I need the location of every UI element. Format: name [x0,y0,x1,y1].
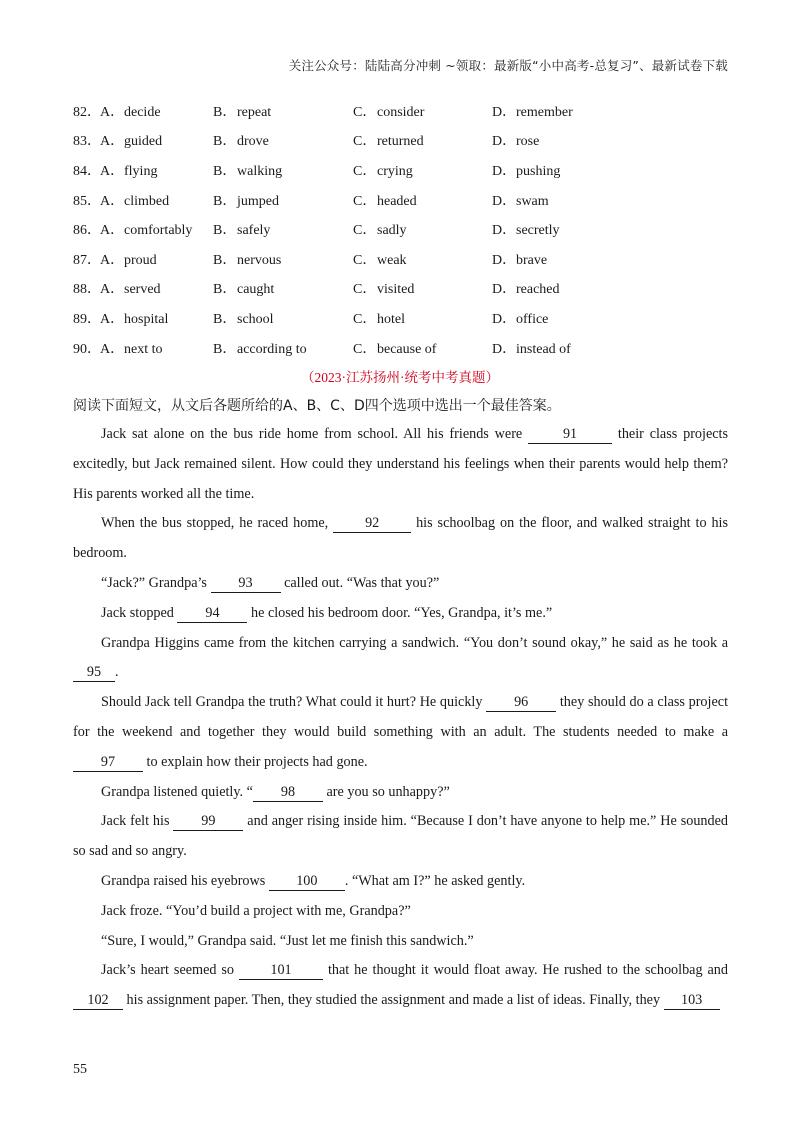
option-d [492,308,652,328]
option-letter: A． [100,104,125,120]
option-text: consider [377,104,425,120]
paragraph: Jack sat alone on the bus ride home from school. All his friends were 91 their class projects excitedly, but Jack remained silent. How could they understand his feelings when their parents would help them? His parents worked all the time. [73,426,729,502]
option-text: next to [124,341,163,357]
option-letter: A． [100,193,125,209]
question-options-row [73,126,733,156]
option-d [492,130,652,150]
option-letter: C． [353,311,377,327]
question-options-row [73,96,733,126]
paragraph: Should Jack tell Grandpa the truth? What could it hurt? He quickly 96 they should do a class project for the weekend and together they would build something with an adult. The students needed to make a 97 to explain how their projects had gone. [73,694,729,770]
question-number: 87． [73,252,101,268]
option-letter: A． [100,252,125,268]
blank-96: 96 [486,694,556,712]
option-a [100,160,213,180]
option-text: hotel [377,311,405,327]
reading-passage [73,420,728,1016]
option-letter: A． [100,282,125,298]
option-letter: C． [353,193,377,209]
question-number: 85． [73,193,101,209]
option-text: sadly [377,223,407,239]
option-letter: A． [100,223,125,239]
question-options-row [73,155,733,185]
option-text: repeat [237,104,272,120]
options-list [73,96,733,362]
option-letter: D． [492,134,517,150]
blank-95: 95 [73,664,115,682]
option-letter: D． [492,311,517,327]
option-b [213,190,353,210]
option-text: drove [237,134,269,150]
option-text: school [237,311,274,327]
question-options-row [73,333,733,363]
instruction-text: 阅读下面短文，从文后各题所给的A、B、C、D四个选项中选出一个最佳答案。 [73,398,561,414]
option-letter: C． [353,104,377,120]
option-letter: D． [492,163,517,179]
blank-99: 99 [173,813,243,831]
paragraph: “Jack?” Grandpa’s 93 called out. “Was that you?” [101,574,440,591]
option-letter: D． [492,193,517,209]
option-a [100,308,213,328]
option-a [100,219,213,239]
question-options-row [73,303,733,333]
option-text: climbed [124,193,170,209]
option-text: rose [516,134,540,150]
paragraph: Jack’s heart seemed so 101 that he thought it would float away. He rushed to the schoolbag and 102 his assignment paper. Then, they studied the assignment and made a list of ideas. Finally, they 103 [73,956,728,1016]
paragraph: Grandpa raised his eyebrows 100 . “What am I?” he asked gently. [101,872,526,889]
option-letter: C． [353,223,377,239]
question-options-row [73,214,733,244]
option-letter: C． [353,252,377,268]
option-letter: D． [492,252,517,268]
option-b [213,249,353,269]
blank-98: 98 [253,784,323,802]
option-a [100,249,213,269]
option-c [353,190,492,210]
option-d [492,338,652,358]
paragraph: Jack stopped 94 he closed his bedroom door. “Yes, Grandpa, it’s me.” [101,604,553,621]
paragraph: When the bus stopped, he raced home, 92 his schoolbag on the floor, and walked straight to his bedroom. [73,515,729,562]
option-c [353,308,492,328]
option-letter: D． [492,104,517,120]
option-text: because of [377,341,437,357]
option-text: secretly [516,223,560,239]
option-text: jumped [237,193,279,209]
option-text: instead of [516,341,571,357]
option-a [100,130,213,150]
option-text: weak [377,252,407,268]
option-text: caught [237,282,275,298]
option-text: swam [516,193,549,209]
option-letter: B． [213,104,237,120]
option-letter: B． [213,163,237,179]
option-d [492,249,652,269]
blank-92: 92 [333,515,411,533]
option-letter: D． [492,341,517,357]
option-text: hospital [124,311,169,327]
option-letter: C． [353,341,377,357]
option-text: returned [377,134,424,150]
blank-97: 97 [73,754,143,772]
paragraph: Jack froze. “You’d build a project with me, Grandpa?” [101,902,411,919]
option-text: walking [237,163,283,179]
page-header: 关注公众号：陆陆高分冲刺 ~领取：最新版“小中高考-总复习”、最新试卷下载 [288,58,728,73]
option-letter: B． [213,341,237,357]
option-a [100,101,213,121]
option-text: according to [237,341,307,357]
option-letter: B． [213,311,237,327]
question-number: 86． [73,223,101,239]
question-options-row [73,274,733,304]
question-number: 88． [73,282,101,298]
option-letter: D． [492,223,517,239]
option-letter: B． [213,193,237,209]
paragraph: “Sure, I would,” Grandpa said. “Just let me finish this sandwich.” [101,932,474,949]
question-number: 83． [73,134,101,150]
option-b [213,130,353,150]
option-b [213,308,353,328]
option-text: safely [237,223,271,239]
option-text: brave [516,252,548,268]
option-text: pushing [516,163,561,179]
option-a [100,338,213,358]
option-text: headed [377,193,417,209]
blank-93: 93 [211,575,281,593]
option-text: guided [124,134,163,150]
option-text: reached [516,282,560,298]
option-letter: A． [100,311,125,327]
option-text: comfortably [124,223,193,239]
question-options-row [73,244,733,274]
option-b [213,101,353,121]
option-c [353,219,492,239]
paragraph: Jack felt his 99 and anger rising inside him. “Because I don’t have anyone to help me.” He sounded so sad and so angry. [73,813,728,860]
option-b [213,219,353,239]
question-number: 84． [73,163,101,179]
option-letter: B． [213,134,237,150]
option-text: flying [124,163,158,179]
option-c [353,278,492,298]
paragraph: Grandpa Higgins came from the kitchen carrying a sandwich. “You don’t sound okay,” he said as he took a 95 . [73,629,728,689]
option-d [492,101,652,121]
paragraph: Grandpa listened quietly. “ 98 are you so unhappy?” [101,783,450,800]
option-c [353,101,492,121]
option-d [492,160,652,180]
question-options-row [73,185,733,215]
option-text: remember [516,104,573,120]
option-text: crying [377,163,413,179]
option-letter: C． [353,134,377,150]
page-number: 55 [73,1062,87,1077]
option-text: nervous [237,252,282,268]
question-number: 82． [73,104,101,120]
question-number: 89． [73,311,101,327]
source-note: （2023·江苏扬州·统考中考真题） [301,370,499,385]
option-a [100,190,213,210]
option-a [100,278,213,298]
option-text: served [124,282,161,298]
option-letter: B． [213,282,237,298]
option-b [213,160,353,180]
option-letter: B． [213,223,237,239]
option-letter: D． [492,282,517,298]
option-b [213,278,353,298]
option-d [492,190,652,210]
blank-91: 91 [528,426,612,444]
option-d [492,278,652,298]
option-c [353,338,492,358]
option-text: visited [377,282,415,298]
option-text: office [516,311,549,327]
option-b [213,338,353,358]
option-letter: C． [353,163,377,179]
option-c [353,130,492,150]
blank-100: 100 [269,873,345,891]
option-letter: A． [100,134,125,150]
option-letter: C． [353,282,377,298]
option-letter: B． [213,252,237,268]
option-c [353,160,492,180]
blank-103: 103 [664,992,720,1010]
question-number: 90． [73,341,101,357]
option-d [492,219,652,239]
option-letter: A． [100,163,125,179]
option-text: decide [124,104,161,120]
option-text: proud [124,252,157,268]
blank-101: 101 [239,962,323,980]
option-c [353,249,492,269]
option-letter: A． [100,341,125,357]
blank-102: 102 [73,992,123,1010]
blank-94: 94 [177,605,247,623]
